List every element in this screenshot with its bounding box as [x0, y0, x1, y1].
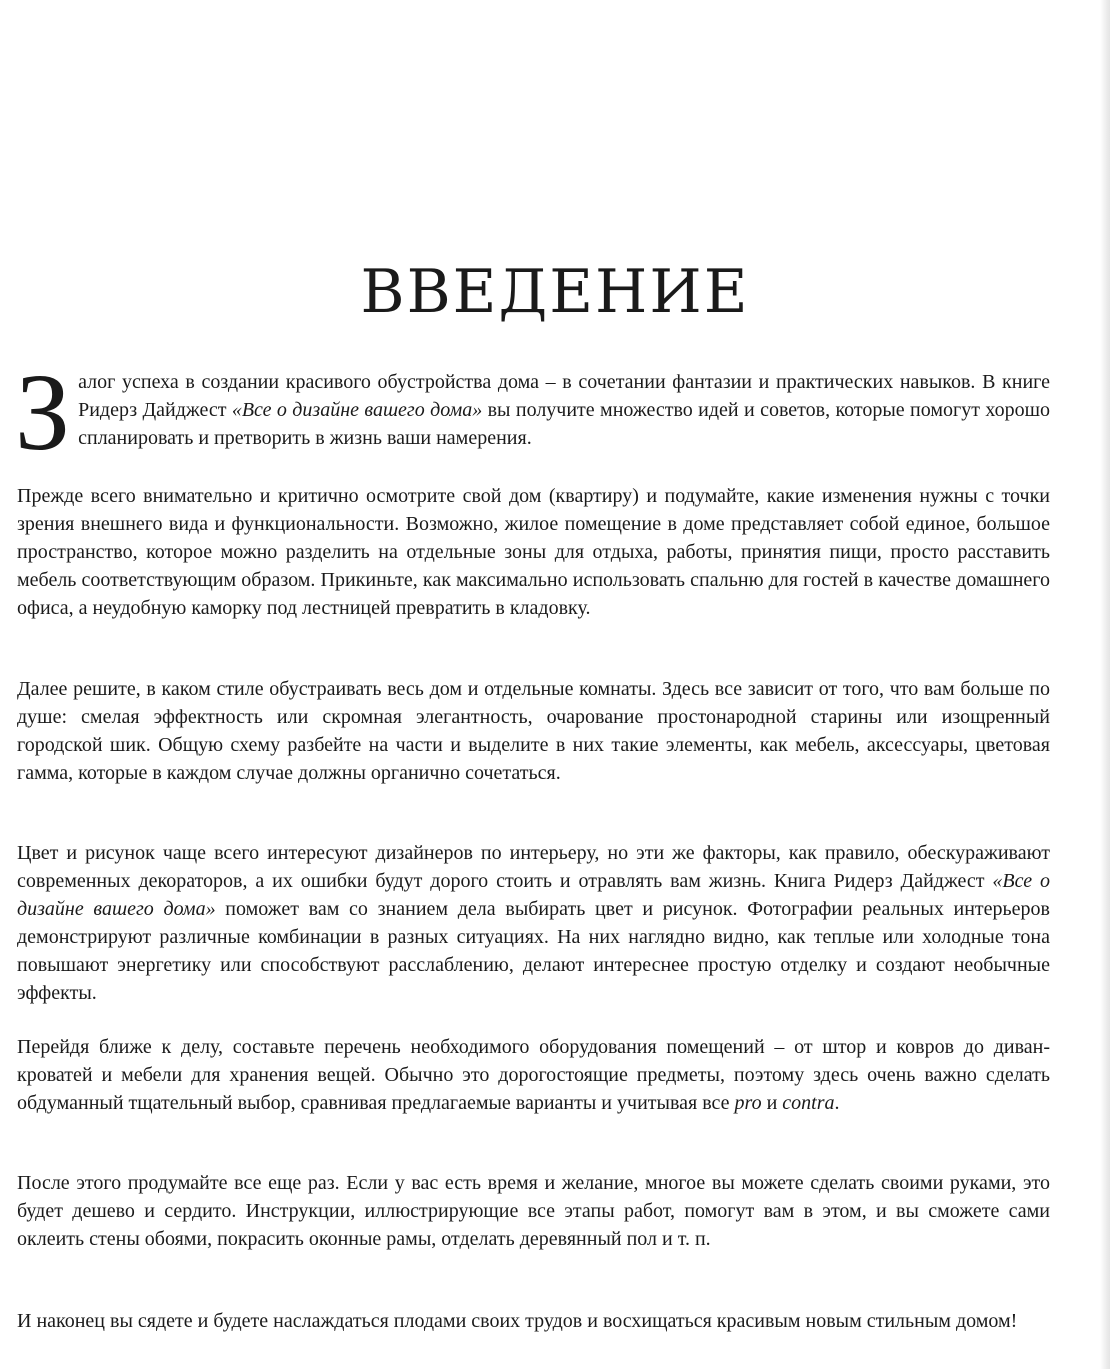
paragraph-3: [17, 839, 1050, 1007]
paragraph-1: Прежде всего внимательно и критично осмотрите свой дом (квартиру) и подумайте, какие изменения нужны с точки зрения внешнего вида и функциональности. Возможно, жилое помещение в доме представляет собой единое, большое пространство, которое можно разделить на отдельные зоны для отдыха, работы, принятия пищи, просто расставить мебель соответствующим образом. Прикиньте, как максимально использовать спальню для гостей в качестве домашнего офиса, а неудобную каморку под лестницей превратить в кладовку.: [17, 485, 1050, 619]
paragraph-5: После этого продумайте все еще раз. Если у вас есть время и желание, многое вы можете сделать своими руками, это будет дешево и сердито. Инструкции, иллюстрирующие все этапы работ, помогут вам в этом, и вы сможете сами оклеить стены обоями, покрасить оконные рамы, отделать деревянный пол и т. п.: [17, 1172, 1050, 1250]
paragraph-3-start: Цвет и рисунок чаще всего интересуют дизайнеров по интерьеру, но эти же факторы, как правило, обескураживают современных декораторов, а их ошибки будут дорого стоить и отравлять вам жизнь. Книга Ридерз Дайджест: [17, 842, 1050, 892]
paragraph-6: И наконец вы сядете и будете наслаждаться плодами своих трудов и восхищаться красивым новым стильным домом!: [17, 1310, 1018, 1332]
paragraph-3-end: поможет вам со знанием дела выбирать цвет и рисунок. Фотографии реальных интерьеров демонстрируют различные комбинации в разных ситуациях. На них наглядно видно, как теплые или холодные тона повышают энергетику или способствуют расслаблению, делают интереснее простую отделку и создают необычные эффекты.: [17, 898, 1050, 1004]
paragraph-4: [17, 1033, 1050, 1117]
paragraph-2: Далее решите, в каком стиле обустраивать весь дом и отдельные комнаты. Здесь все зависит от того, что вам больше по душе: смелая эффектность или скромная элегантность, очарование простонародной старины или изощренный городской шик. Общую схему разбейте на части и выделите в них такие элементы, как мебель, аксессуары, цветовая гамма, которые в каждом случае должны органично сочетаться.: [17, 678, 1050, 784]
page-title: ВВЕДЕНИЕ: [360, 257, 750, 327]
conjunction: и: [761, 1092, 783, 1114]
drop-cap: З: [15, 351, 71, 473]
intro-text-start: алог успеха в создании красивого обустройства дома – в сочетании фантазии и практических навыков. В книге Ридерз Дайджест: [78, 371, 1050, 421]
term-contra: contra: [782, 1092, 835, 1114]
intro-paragraph: [15, 351, 1050, 473]
page-edge-shadow: [1100, 0, 1110, 1369]
book-title: «Все о дизайне вашего дома»: [17, 870, 1050, 920]
paragraph-4-end: .: [834, 1092, 840, 1114]
paragraph-4-start: Перейдя ближе к делу, составьте перечень необходимого оборудования помещений – от штор и ковров до диван-кроватей и мебели для хранения вещей. Обычно это дорогостоящие предметы, поэтому здесь очень важно сделать обдуманный тщательный выбор, сравнивая предлагаемые варианты и учитывая все: [17, 1036, 1050, 1114]
term-pro: pro: [734, 1092, 762, 1114]
book-title: «Все о дизайне вашего дома»: [231, 399, 483, 421]
intro-text-end: вы получите множество идей и советов, которые помогут хорошо спланировать и претворить в жизнь ваши намерения.: [78, 399, 1050, 449]
